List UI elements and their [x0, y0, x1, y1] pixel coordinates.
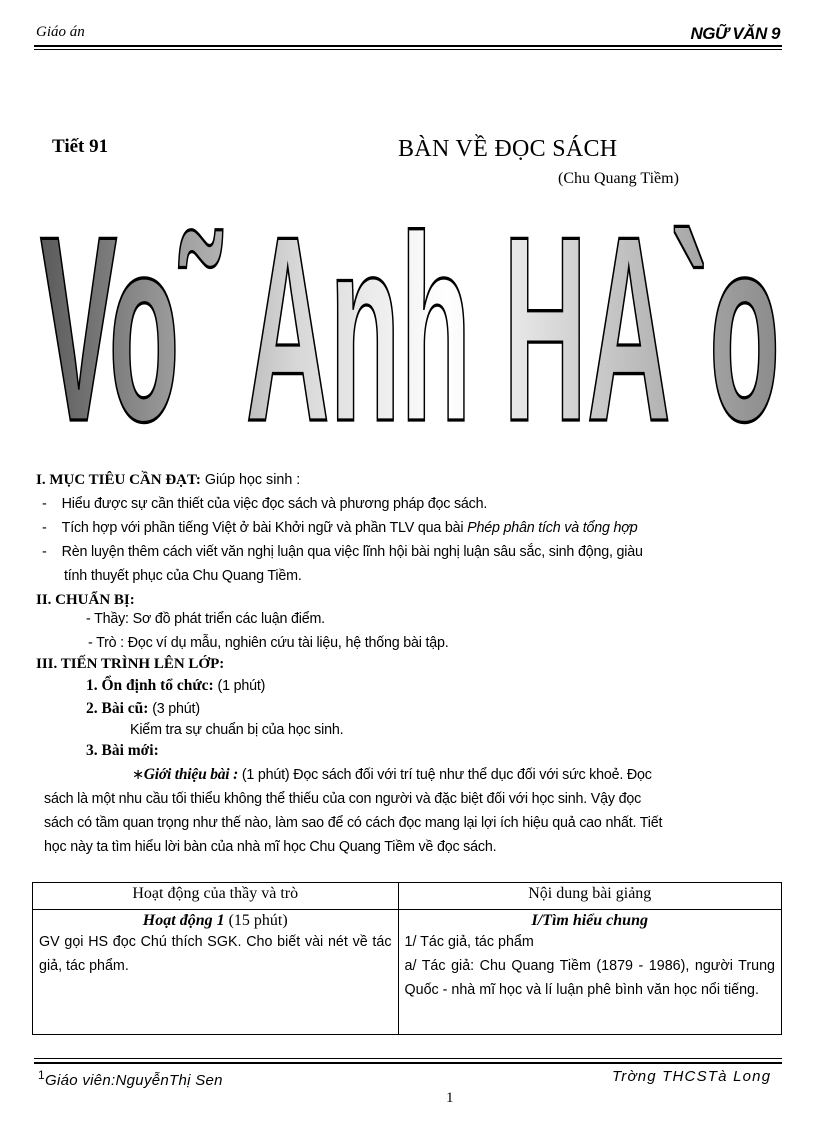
step-1-time: (1 phút) — [213, 678, 266, 694]
page-number: 1 — [446, 1090, 454, 1106]
activity-time: (15 phút) — [224, 912, 288, 929]
lesson-title: BÀN VỀ ĐỌC SÁCH — [398, 136, 618, 162]
preparation-heading: II. CHUẨN BỊ: — [36, 592, 135, 608]
header-left: Giáo án — [36, 24, 85, 40]
activity-label: Hoạt động 1 — [142, 912, 225, 929]
step-2-label: 2. Bài cũ: — [86, 700, 149, 717]
content-heading-text: I/Tìm hiểu chung — [531, 912, 648, 929]
procedure-step-3 — [86, 742, 159, 760]
lesson-table — [32, 882, 782, 1035]
table-header-content: Nội dung bài giảng — [398, 883, 782, 910]
intro-label: Giới thiệu bài : — [143, 766, 239, 783]
activity-title — [39, 912, 392, 930]
table-row — [33, 910, 782, 1035]
content-line-2: a/ Tác giả: Chu Quang Tiềm (1879 - 1986), người Trung Quốc - nhà mĩ học và lí luận phê bình văn học nổi tiếng. — [404, 958, 775, 998]
procedure-step-2-detail: Kiểm tra sự chuẩn bị của học sinh. — [130, 722, 344, 738]
content-cell — [398, 910, 782, 1035]
objective-item-3-cont: tính thuyết phục của Chu Quang Tiềm. — [64, 568, 302, 584]
preparation-teacher: - Thầy: Sơ đồ phát triển các luận điểm. — [86, 611, 325, 627]
objective-item-2-italic: Phép phân tích và tổng hợp — [467, 520, 638, 536]
objective-item-2: - Tích hợp với phần tiếng Việt ở bài Khởi ngữ và phần TLV qua bài Phép phân tích và tổng hợp — [42, 520, 638, 536]
footer-school: Trờng THCSTà Long — [612, 1068, 772, 1085]
step-1-label: 1. Ổn định tổ chức: — [86, 677, 214, 694]
intro-line-4: học này ta tìm hiểu lời bàn của nhà mĩ học Chu Quang Tiềm về đọc sách. — [44, 839, 497, 855]
objective-item-2-text: Tích hợp với phần tiếng Việt ở bài Khởi ngữ và phần TLV qua bài — [61, 520, 468, 536]
intro-text-1: Đọc sách đối với trí tuệ như thể dục đối với sức khoẻ. Đọc — [289, 767, 652, 783]
step-3-label: 3. Bài mới: — [86, 742, 159, 759]
footer-rule-thick — [34, 1062, 782, 1064]
footer-footnote-number: 1 — [38, 1068, 45, 1082]
intro-line-3: sách có tầm quan trọng như thế nào, làm sao để có cách đọc mang lại lợi ích hiệu quả cao nhất. Tiết — [44, 815, 663, 831]
header-right: NGỮ VĂN 9 — [690, 24, 780, 43]
objective-item-3: - Rèn luyện thêm cách viết văn nghị luận qua việc lĩnh hội bài nghị luận sâu sắc, sinh động, giàu — [42, 544, 643, 560]
objective-item-3-text: Rèn luyện thêm cách viết văn nghị luận qua việc lĩnh hội bài nghị luận sâu sắc, sinh động, giàu — [61, 544, 643, 560]
activity-text: GV gọi HS đọc Chú thích SGK. Cho biết vài nét về tác giả, tác phẩm. — [39, 934, 392, 974]
procedure-heading: III. TIẾN TRÌNH LÊN LỚP: — [36, 656, 225, 672]
table-header-activities: Hoạt động của thầy và trò — [33, 883, 399, 910]
footer-teacher — [38, 1068, 223, 1089]
footer-teacher-text: Giáo viên:NguyễnThị Sen — [44, 1072, 223, 1089]
header-rule-thick — [34, 45, 782, 47]
table-header-row — [33, 883, 782, 910]
activity-cell — [33, 910, 399, 1035]
header-rule-thin — [34, 49, 782, 50]
step-2-time: (3 phút) — [148, 701, 200, 717]
content-line-1: 1/ Tác giả, tác phẩm — [404, 934, 534, 950]
intro-bullet: ∗ — [132, 767, 144, 783]
objectives-heading-label: I. MỤC TIÊU CẦN ĐẠT: — [36, 472, 201, 488]
procedure-step-1 — [86, 677, 265, 695]
content-heading — [405, 912, 776, 930]
objective-item-1-text: Hiểu được sự cần thiết của việc đọc sách và phương pháp đọc sách. — [61, 496, 488, 512]
wordart-watermark — [30, 206, 790, 476]
objectives-heading — [36, 472, 300, 489]
svg-text:Vo˜ Anh HA`o: Vo˜ Anh HA`o — [40, 206, 781, 476]
procedure-step-2 — [86, 700, 200, 718]
lesson-author: (Chu Quang Tiềm) — [558, 170, 679, 187]
footer-rule-thin — [34, 1058, 782, 1059]
objective-item-1: - Hiểu được sự cần thiết của việc đọc sách và phương pháp đọc sách. — [42, 496, 488, 512]
lesson-period: Tiết 91 — [52, 136, 109, 157]
intro-line-2: sách là một nhu cầu tối thiểu không thể thiếu của con người và đặc biệt đối với học sinh. Vậy đọc — [44, 791, 642, 807]
intro-time: (1 phút) — [238, 767, 290, 783]
objectives-lead: Giúp học sinh : — [200, 472, 301, 488]
intro-line-1 — [132, 766, 652, 784]
preparation-student: - Trò : Đọc ví dụ mẫu, nghiên cứu tài liệu, hệ thống bài tập. — [88, 635, 449, 651]
